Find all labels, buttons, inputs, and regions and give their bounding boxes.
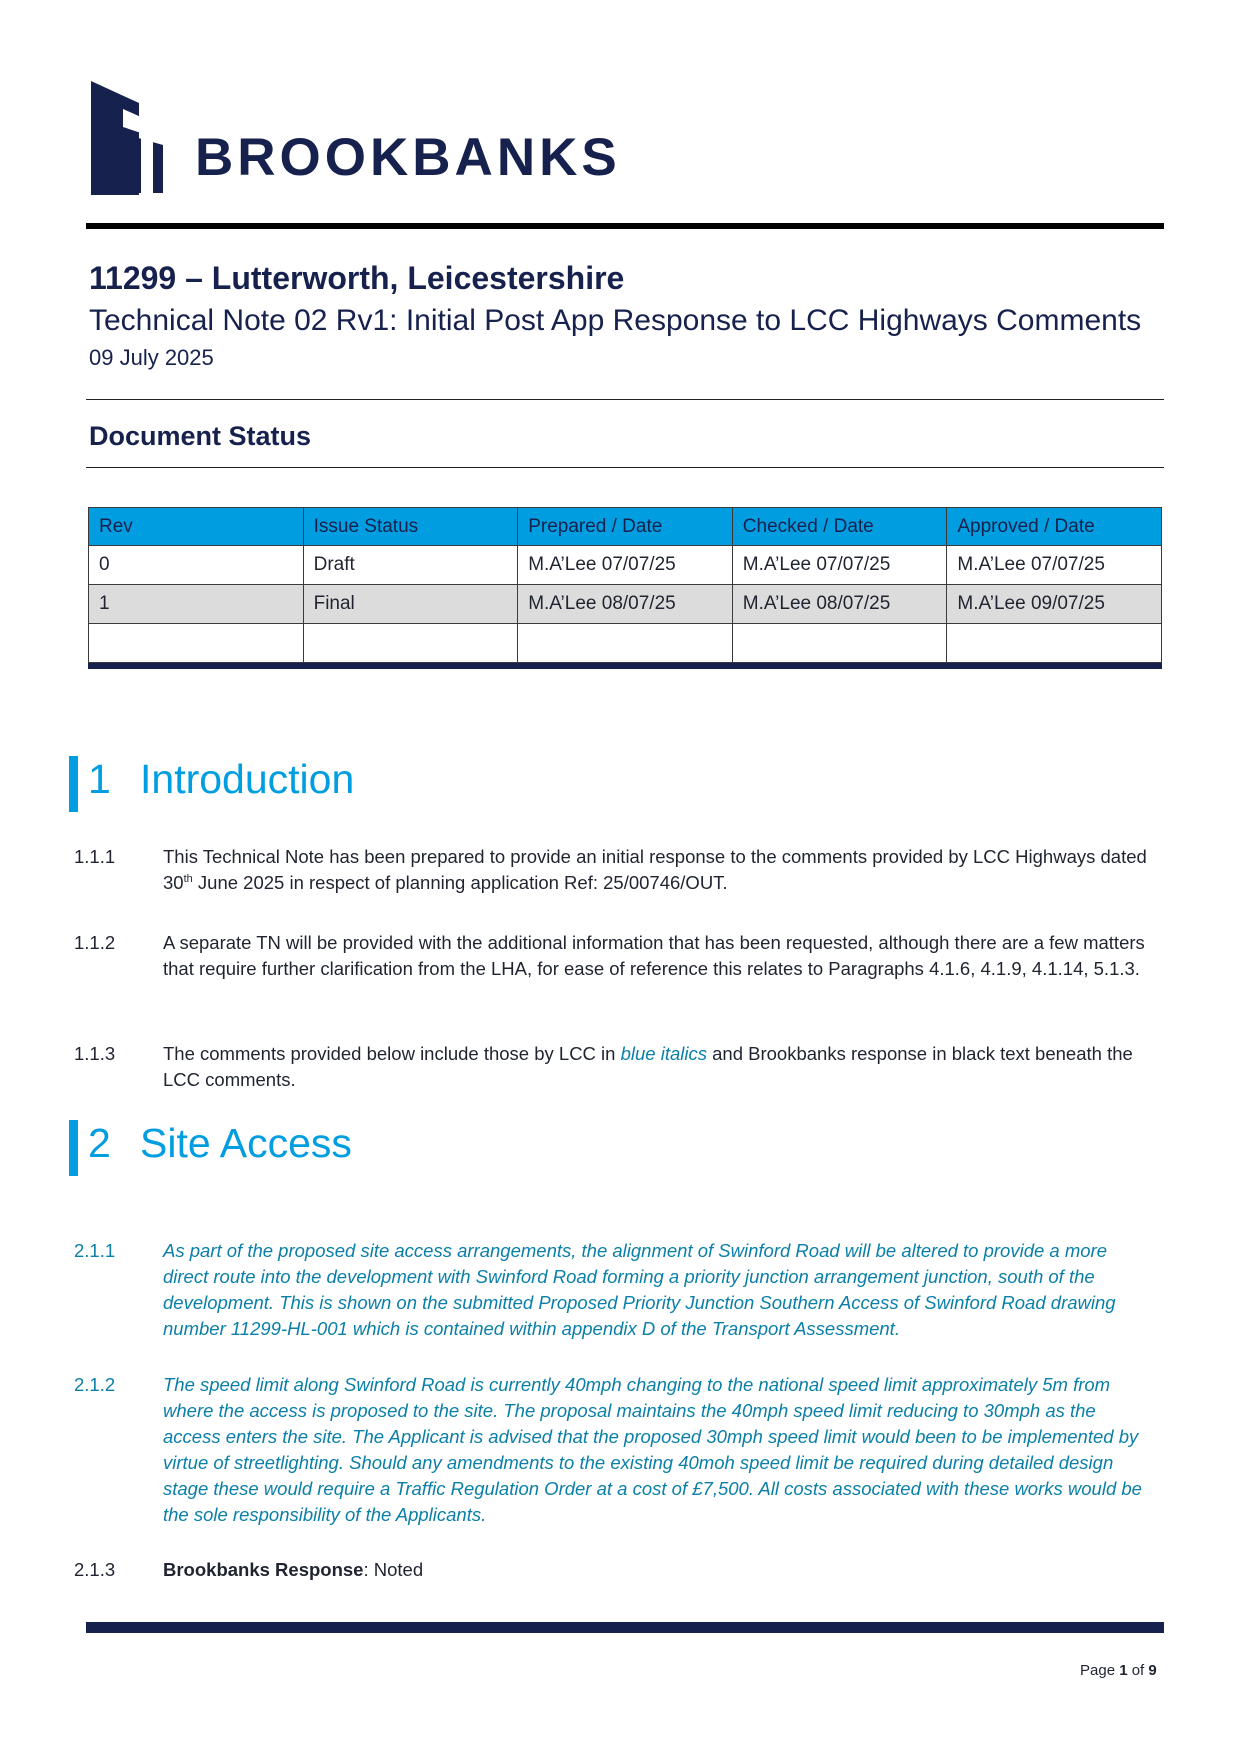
lcc-comment-text: The speed limit along Swinford Road is currently 40mph changing to the national speed limit approximately 5m from where the access is proposed to the site. The proposal maintains the 40mph speed limit reducing to 30mph as the access enters the site. The Applicant is advised that the proposed 30mph speed limit would been to be implemented by virtue of streetlighting. Should any amendments to the existing 40moh speed limit be required during detailed design stage these would require a Traffic Regulation Order at a cost of £7,500. All costs associated with these works would be the sole responsibility of the Applicants. <box>163 1374 1142 1525</box>
italic-example-text: blue italics <box>620 1043 707 1064</box>
column-header: Rev <box>89 508 304 546</box>
table-cell: M.A’Lee 08/07/25 <box>732 585 947 624</box>
section-number: 1 <box>88 756 111 802</box>
document-date: 09 July 2025 <box>89 345 214 370</box>
table-cell <box>89 624 304 663</box>
table-header-row <box>89 508 1162 546</box>
paragraph <box>163 1557 1153 1583</box>
table-cell: M.A’Lee 08/07/25 <box>518 585 733 624</box>
paragraph-text: A separate TN will be provided with the additional information that has been requested, although there are a few matters that require further clarification from the LHA, for ease of reference this relates to Paragraphs 4.1.6, 4.1.9, 4.1.14, 5.1.3. <box>163 932 1145 979</box>
paragraph-number: 1.1.1 <box>74 846 116 867</box>
paragraph <box>163 1041 1153 1093</box>
superscript: th <box>183 872 193 885</box>
section-accent-bar <box>69 1120 78 1176</box>
column-header: Approved / Date <box>947 508 1162 546</box>
paragraph-text: June 2025 in respect of planning application Ref: 25/00746/OUT. <box>192 872 728 893</box>
paragraph-number: 2.1.2 <box>74 1374 116 1395</box>
page-label: Page <box>1080 1662 1120 1679</box>
document-title: 11299 – Lutterworth, Leicestershire <box>89 260 625 296</box>
header-divider <box>86 223 1164 229</box>
table-cell: M.A’Lee 07/07/25 <box>518 546 733 585</box>
page-total: 9 <box>1148 1662 1157 1679</box>
paragraph-text: The comments provided below include those by LCC in <box>163 1043 621 1064</box>
paragraph-number: 1.1.2 <box>74 932 116 953</box>
table-bottom-rule <box>88 663 1162 669</box>
document-subtitle: Technical Note 02 Rv1: Initial Post App Response to LCC Highways Comments <box>89 304 1142 337</box>
table-cell: M.A’Lee 07/07/25 <box>947 546 1162 585</box>
table-cell <box>732 624 947 663</box>
brand-wordmark: BROOKBANKS <box>195 128 621 187</box>
table-cell: 0 <box>89 546 304 585</box>
section-heading-site-access: Site Access <box>140 1120 352 1166</box>
table-cell: M.A’Lee 09/07/25 <box>947 585 1162 624</box>
paragraph-number: 2.1.1 <box>74 1240 116 1261</box>
paragraph-number: 1.1.3 <box>74 1043 116 1064</box>
response-label: Brookbanks Response <box>163 1559 364 1580</box>
table-row <box>89 624 1162 663</box>
column-header: Issue Status <box>303 508 518 546</box>
section-number: 2 <box>88 1120 111 1166</box>
brookbanks-logo-mark <box>91 81 171 195</box>
column-header: Checked / Date <box>732 508 947 546</box>
lcc-comment-text: As part of the proposed site access arrangements, the alignment of Swinford Road will be altered to provide a more direct route into the development with Swinford Road forming a priority junction arrangement junction, south of the development. This is shown on the submitted Proposed Priority Junction Southern Access of Swinford Road drawing number 11299-HL-001 which is contained within appendix D of the Transport Assessment. <box>163 1240 1116 1339</box>
divider <box>86 467 1164 468</box>
paragraph-number: 2.1.3 <box>74 1559 116 1580</box>
footer-rule <box>86 1622 1164 1633</box>
page-number <box>1080 1662 1157 1679</box>
table-cell <box>303 624 518 663</box>
paragraph-text: : Noted <box>363 1559 424 1580</box>
table-cell: Final <box>303 585 518 624</box>
paragraph <box>163 844 1153 896</box>
table-cell: Draft <box>303 546 518 585</box>
paragraph-text: and Brookbanks response in black text beneath the LCC comments. <box>163 1043 1133 1090</box>
section-heading-introduction: Introduction <box>140 756 355 802</box>
page-of: of <box>1127 1662 1149 1679</box>
table-cell: 1 <box>89 585 304 624</box>
section-accent-bar <box>69 756 78 812</box>
table-cell <box>947 624 1162 663</box>
document-status-table <box>88 507 1162 663</box>
table-cell <box>518 624 733 663</box>
table-row <box>89 546 1162 585</box>
column-header: Prepared / Date <box>518 508 733 546</box>
table-cell: M.A’Lee 07/07/25 <box>732 546 947 585</box>
page-current: 1 <box>1119 1662 1128 1679</box>
document-status-heading: Document Status <box>89 421 312 451</box>
divider <box>86 399 1164 400</box>
table-row <box>89 585 1162 624</box>
paragraph-text: This Technical Note has been prepared to provide an initial response to the comments provided by LCC Highways dated 30 <box>163 846 1147 893</box>
